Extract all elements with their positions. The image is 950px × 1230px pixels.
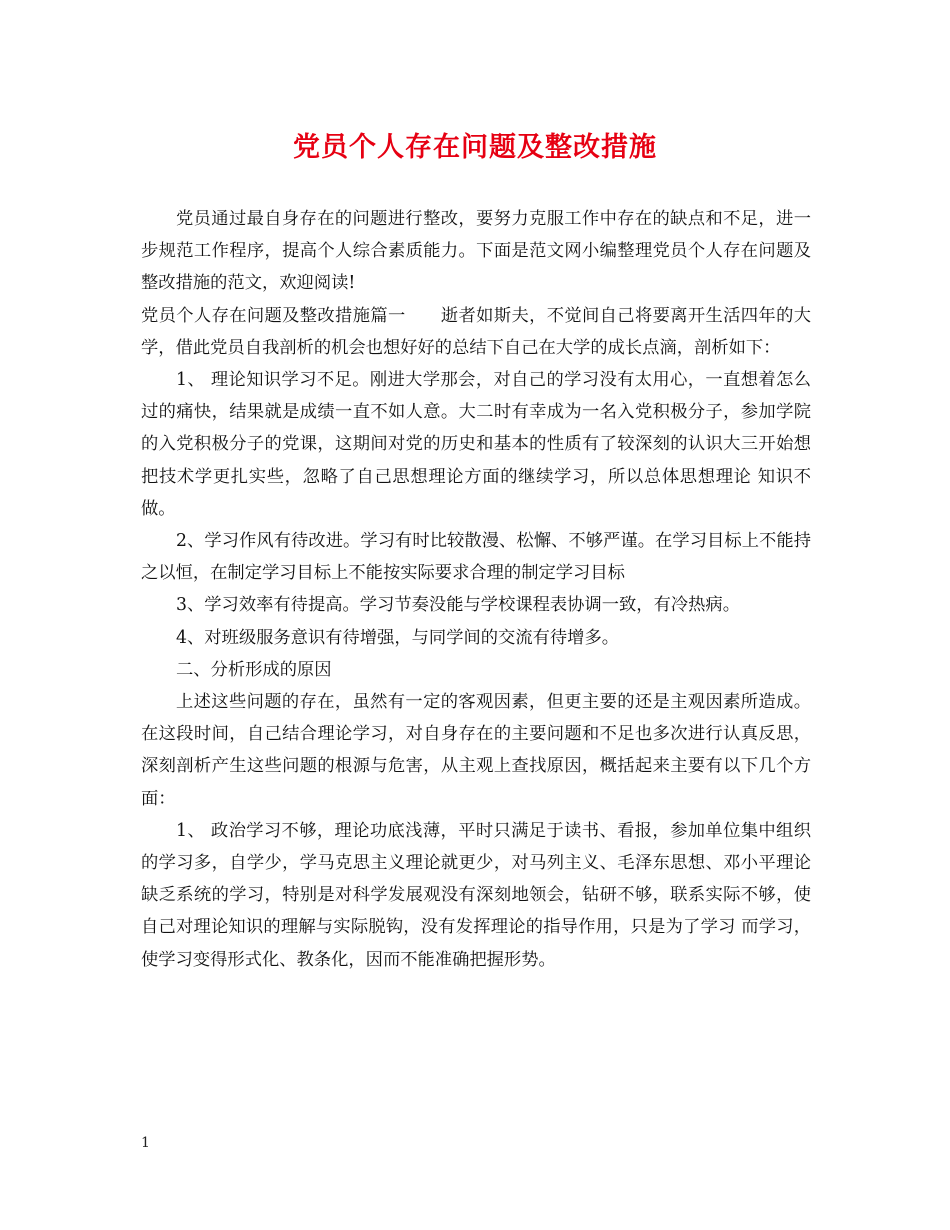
paragraph-section-one-opening: 党员个人存在问题及整改措施篇一 逝者如斯夫，不觉间自己将要离开生活四年的大学，借此党员自我剖析的机会也想好好的总结下自己在大学的成长点滴，剖析如下： xyxy=(141,305,811,358)
paragraph-problem-3: 3、学习效率有待提高。学习节奏没能与学校课程表协调一致，有冷热病。 xyxy=(176,595,740,616)
paragraph-intro: 党员通过最自身存在的问题进行整改，要努力克服工作中存在的缺点和不足，进一步规范工作程序，提高个人综合素质能力。下面是范文网小编整理党员个人存在问题及整改措施的范文，欢迎阅读! xyxy=(141,209,811,294)
page-title: 党员个人存在问题及整改措施 xyxy=(293,132,657,163)
document-body xyxy=(141,203,811,976)
paragraph-causes-intro: 上述这些问题的存在，虽然有一定的客观因素，但更主要的还是主观因素所造成。在这段时间，自己结合理论学习，对自身存在的主要问题和不足也多次进行认真反思，深刻剖析产生这些问题的根源与危害，从主观上查找原因，概括起来主要有以下几个方面： xyxy=(141,692,811,809)
paragraph-problem-1: 1、 理论知识学习不足。刚进大学那会，对自己的学习没有太用心，一直想着怎么过的痛快，结果就是成绩一直不如人意。大二时有幸成为一名入党积极分子，参加学院 的入党积极分子的党课，这期间对党的历史和基本的性质有了较深刻的认识大三开始想把技术学更扎实些，忽略了自己思想理论方面的继续学习，所以总体思想理论 知识不做。 xyxy=(141,370,811,519)
page-number: 1 xyxy=(141,1135,150,1151)
section-heading-causes: 二、分析形成的原因 xyxy=(176,659,332,680)
paragraph-cause-1: 1、 政治学习不够，理论功底浅薄，平时只满足于读书、看报，参加单位集中组织的学习多，自学少，学马克思主义理论就更少，对马列主义、毛泽东思想、邓小平理论 缺乏系统的学习，特别是对科学发展观没有深刻地领会，钻研不够，联系实际不够，使自己对理论知识的理解与实际脱钩，没有发挥理论的指导作用，只是为了学习 而学习，使学习变得形式化、教条化，因而不能准确把握形势。 xyxy=(141,820,811,970)
paragraph-problem-2: 2、学习作风有待改进。学习有时比较散漫、松懈、不够严谨。在学习目标上不能持之以恒，在制定学习目标上不能按实际要求合理的制定学习目标 xyxy=(141,531,811,584)
paragraph-problem-4: 4、对班级服务意识有待增强，与同学间的交流有待增多。 xyxy=(176,627,620,648)
